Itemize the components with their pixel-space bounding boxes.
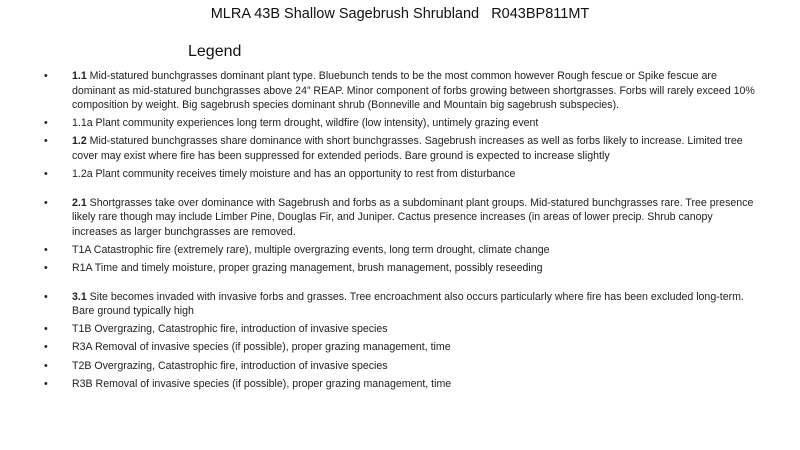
- bullet-icon: •: [44, 70, 48, 82]
- bullet-icon: •: [44, 243, 48, 256]
- item-code: 1.2: [72, 135, 87, 148]
- bullet-icon: •: [44, 135, 48, 148]
- item-code: 2.1: [72, 196, 87, 209]
- item-text: T1B Overgrazing, Catastrophic fire, introduction of invasive species: [72, 323, 388, 336]
- item-text: Mid-statured bunchgrasses dominant plant type. Bluebunch tends to be the most common however Rough fescue or Spike fescue are dominant as mid-statured bunchgrasses above 24” REAP. Minor component of forbs growing between shortgrasses. Forbs will rarely exceed 10% composition by weight. Big sagebrush species dominant shrub (Bonneville and Mountain big sagebrush subspecies).: [72, 70, 755, 112]
- bullet-icon: •: [44, 196, 48, 209]
- bullet-icon: •: [44, 359, 48, 372]
- item-text: Shortgrasses take over dominance with Sagebrush and forbs as a subdominant plant groups. Mid-statured bunchgrasses rare. Tree presence likely rare though may include Limber Pine, Douglas Fir, and Juniper. Cactus presence increases (in areas of lower precip. Shrub canopy increases as larger bunchgrasses are removed.: [72, 196, 754, 238]
- item-text: Site becomes invaded with invasive forbs and grasses. Tree encroachment also occurs particularly where fire has been excluded long-term. Bare ground typically high: [72, 290, 744, 318]
- item-text: Mid-statured bunchgrasses share dominance with short bunchgrasses. Sagebrush increases as well as forbs likely to increase. Limited tree cover may exist where fire has been suppressed for extended periods. Bare ground is expected to increase slightly: [72, 135, 743, 162]
- list-item: [44, 377, 760, 392]
- list-item: [44, 322, 760, 337]
- item-text: R3B Removal of invasive species (if possible), proper grazing management, time: [72, 377, 452, 390]
- item-text: T2B Overgrazing, Catastrophic fire, introduction of invasive species: [72, 359, 388, 372]
- list-item: [44, 116, 760, 131]
- bullet-icon: •: [44, 262, 48, 275]
- list-item: [44, 359, 760, 374]
- item-text: R1A Time and timely moisture, proper grazing management, brush management, possibly reseeding: [72, 262, 543, 275]
- bullet-icon: •: [44, 117, 48, 130]
- bullet-icon: •: [44, 168, 48, 181]
- item-text: 1.2a Plant community receives timely moisture and has an opportunity to rest from disturbance: [72, 168, 516, 181]
- list-item: [44, 243, 760, 258]
- item-text: T1A Catastrophic fire (extremely rare), multiple overgrazing events, long term drought, climate change: [72, 243, 550, 256]
- list-item: [44, 261, 760, 276]
- bullet-icon: •: [44, 341, 48, 354]
- item-code: 1.1: [72, 70, 87, 82]
- list-item: [44, 340, 760, 355]
- list-item: [44, 134, 760, 163]
- bullet-icon: •: [44, 290, 48, 303]
- bullet-icon: •: [44, 377, 48, 390]
- item-code: 3.1: [72, 290, 87, 303]
- item-text: 1.1a Plant community experiences long term drought, wildfire (low intensity), untimely grazing event: [72, 117, 539, 130]
- list-item: [44, 290, 760, 319]
- legend-list: [44, 69, 760, 395]
- list-item: [44, 167, 760, 182]
- page-title: MLRA 43B Shallow Sagebrush Shrubland R043BP811MT: [210, 6, 590, 22]
- list-item: [44, 69, 760, 113]
- list-item: [44, 196, 760, 240]
- legend-heading: Legend: [188, 43, 242, 60]
- item-text: R3A Removal of invasive species (if possible), proper grazing management, time: [72, 341, 451, 354]
- bullet-icon: •: [44, 323, 48, 336]
